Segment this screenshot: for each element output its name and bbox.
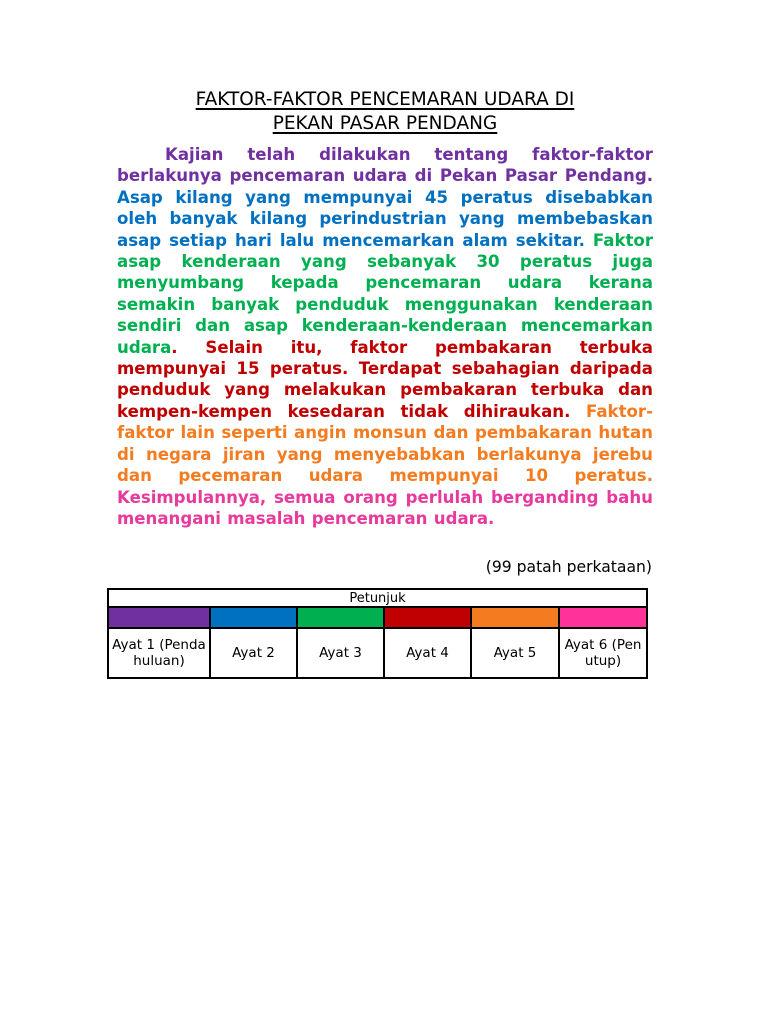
sentence-1: Kajian telah dilakukan tentang faktor-faktor berlakunya pencemaran udara di Pekan Pasar Pendang. xyxy=(117,145,653,186)
sentence-3: Faktor asap kenderaan yang sebanyak 30 peratus juga menyumbang kepada pencemaran udara kerana semakin banyak penduduk menggunakan kenderaan sendiri dan asap kenderaan-kenderaan mencemarkan udara xyxy=(117,230,654,357)
title-line-1: FAKTOR-FAKTOR PENCEMARAN UDARA DI xyxy=(195,89,575,110)
legend-swatch-row xyxy=(108,607,647,628)
word-count: (99 patah perkataan) xyxy=(485,558,652,576)
legend-label-1: Ayat 1 (Pendahuluan) xyxy=(108,628,210,678)
legend-swatch-1 xyxy=(108,607,210,628)
legend-swatch-3 xyxy=(297,607,384,628)
title-line-2: PEKAN PASAR PENDANG xyxy=(272,113,498,134)
sentence-6: Kesimpulannya, semua orang perlulah berganding bahu menangani masalah pencemaran udara. xyxy=(117,487,653,528)
legend-label-5: Ayat 5 xyxy=(471,628,559,678)
legend-label-2: Ayat 2 xyxy=(210,628,297,678)
legend-swatch-2 xyxy=(210,607,297,628)
legend-swatch-6 xyxy=(559,607,647,628)
legend-label-row xyxy=(108,628,647,678)
sentence-2: Asap kilang yang mempunyai 45 peratus disebabkan oleh banyak kilang perindustrian yang membebaskan asap setiap hari lalu mencemarkan alam sekitar. xyxy=(117,187,653,250)
page-title xyxy=(117,88,653,136)
legend-swatch-5 xyxy=(471,607,559,628)
legend-label-4: Ayat 4 xyxy=(384,628,471,678)
legend-header-row xyxy=(108,589,647,607)
essay-paragraph xyxy=(117,144,653,529)
sentence-4: . Selain itu, faktor pembakaran terbuka mempunyai 15 peratus. Terdapat sebahagian daripada penduduk yang melakukan pembakaran terbuka dan kempen-kempen kesedaran tidak dihiraukan. xyxy=(117,337,653,421)
legend-header: Petunjuk xyxy=(108,589,647,607)
sentence-5: Faktor-faktor lain seperti angin monsun dan pembakaran hutan di negara jiran yang menyebabkan berlakunya jerebu dan pecemaran udara mempunyai 10 peratus. xyxy=(117,401,653,486)
legend-label-6: Ayat 6 (Penutup) xyxy=(559,628,647,678)
legend-label-3: Ayat 3 xyxy=(297,628,384,678)
legend-swatch-4 xyxy=(384,607,471,628)
legend-table xyxy=(107,588,648,679)
